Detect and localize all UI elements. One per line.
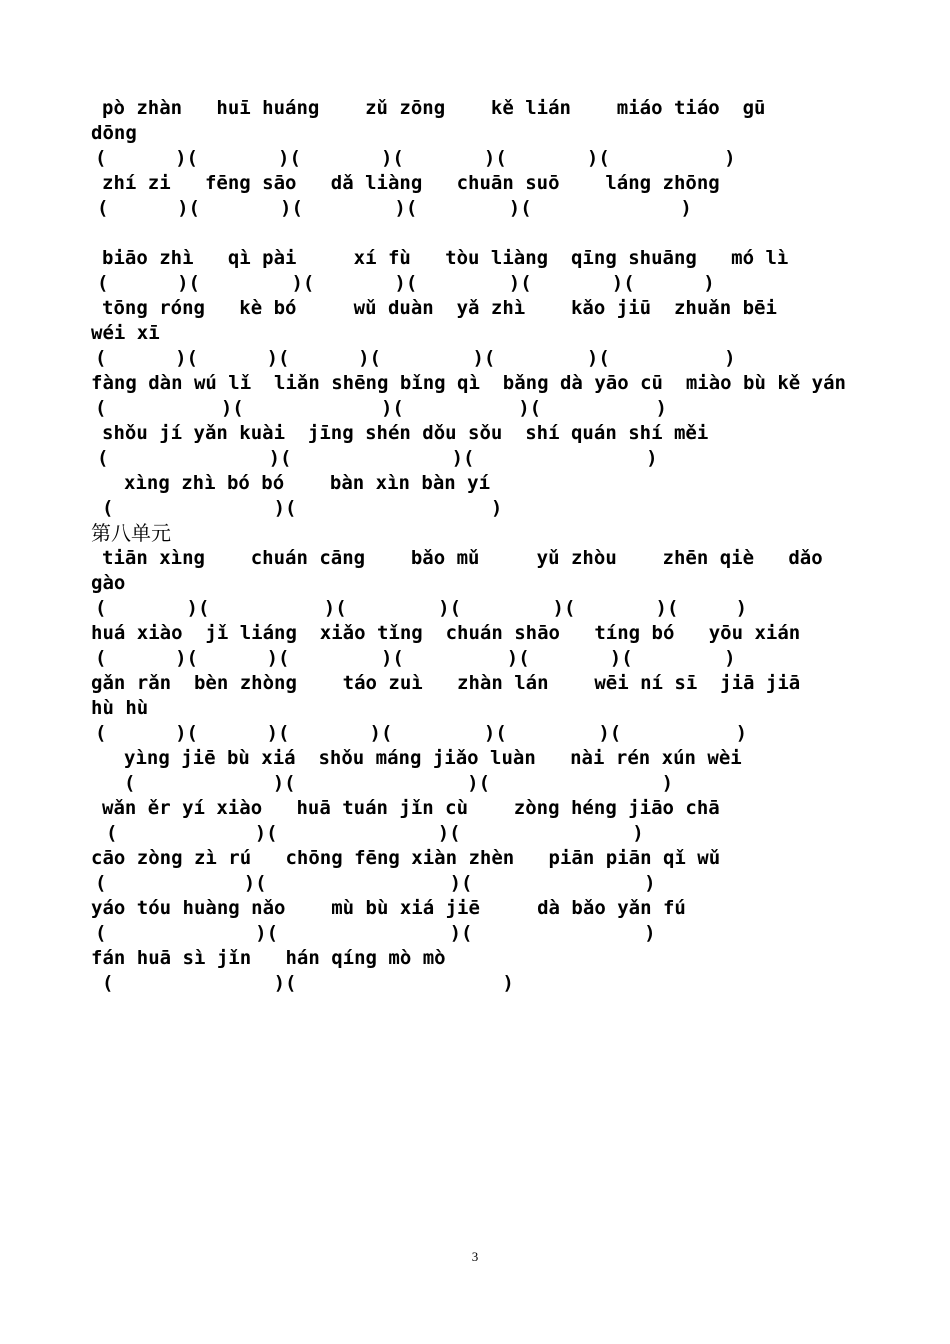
answer-blanks-idiom-3: ( )( ): [102, 497, 503, 519]
pinyin-row-4: tōng róng kè bó wǔ duàn yǎ zhì kǎo jiū zhuǎn bēi: [102, 297, 777, 319]
answer-blanks-idiom-5: ( )( )( ): [106, 822, 644, 844]
pinyin-row-3: biāo zhì qì pài xí fù tòu liàng qīng shuāng mó lì: [102, 247, 789, 269]
pinyin-row-1-wrap: dōng: [91, 122, 137, 144]
pinyin-row-2: zhí zi fēng sāo dǎ liàng chuān suō láng zhōng: [102, 172, 720, 194]
idiom-row-8: fán huā sì jǐn hán qíng mò mò: [91, 947, 446, 969]
answer-blanks-row-4: ( )( )( )( )( )( ): [95, 347, 736, 369]
idiom-row-3: xìng zhì bó bó bàn xìn bàn yí: [124, 472, 491, 494]
answer-blanks-row-6: ( )( )( )( )( )( ): [95, 647, 736, 669]
pinyin-row-1: pò zhàn huī huáng zǔ zōng kě lián miáo tiáo gū: [102, 97, 766, 119]
answer-blanks-idiom-6: ( )( )( ): [95, 872, 656, 894]
pinyin-row-4-wrap: wéi xī: [91, 322, 160, 344]
answer-blanks-row-3: ( )( )( )( )( )( ): [97, 272, 715, 294]
answer-blanks-row-7: ( )( )( )( )( )( ): [95, 722, 748, 744]
idiom-row-4: yìng jiē bù xiá shǒu máng jiǎo luàn nài rén xún wèi: [124, 747, 742, 769]
pinyin-row-5-wrap: gào: [91, 572, 126, 594]
idiom-row-5: wǎn ěr yí xiào huā tuán jǐn cù zòng héng jiāo chā: [102, 797, 720, 819]
idiom-row-2: shǒu jí yǎn kuài jīng shén dǒu sǒu shí quán shí měi: [102, 422, 709, 444]
idiom-row-1: fàng dàn wú lǐ liǎn shēng bǐng qì bǎng dà yāo cū miào bù kě yán: [91, 372, 846, 394]
answer-blanks-idiom-1: ( )( )( )( ): [95, 397, 667, 419]
pinyin-row-7: gǎn rǎn bèn zhòng táo zuì zhàn lán wēi ní sī jiā jiā: [91, 672, 801, 694]
idiom-row-7: yáo tóu huàng nǎo mù bù xiá jiē dà bǎo yǎn fú: [91, 897, 686, 919]
answer-blanks-row-5: ( )( )( )( )( )( ): [95, 597, 748, 619]
answer-blanks-row-2: ( )( )( )( )( ): [97, 197, 692, 219]
answer-blanks-idiom-2: ( )( )( ): [97, 447, 658, 469]
idiom-row-6: cāo zòng zì rú chōng fēng xiàn zhèn piān piān qǐ wǔ: [91, 847, 721, 869]
answer-blanks-idiom-4: ( )( )( ): [124, 772, 674, 794]
answer-blanks-row-1: ( )( )( )( )( )( ): [95, 147, 736, 169]
pinyin-row-7-wrap: hù hù: [91, 697, 149, 719]
answer-blanks-idiom-8: ( )( ): [102, 972, 514, 994]
page-number: 3: [471, 1249, 479, 1264]
pinyin-row-5: tiān xìng chuán cāng bǎo mǔ yǔ zhòu zhēn qiè dǎo: [102, 547, 823, 569]
pinyin-row-6: huá xiào jǐ liáng xiǎo tǐng chuán shāo tíng bó yōu xián: [91, 622, 801, 644]
unit-heading: 第八单元: [91, 521, 171, 545]
answer-blanks-idiom-7: ( )( )( ): [95, 922, 656, 944]
